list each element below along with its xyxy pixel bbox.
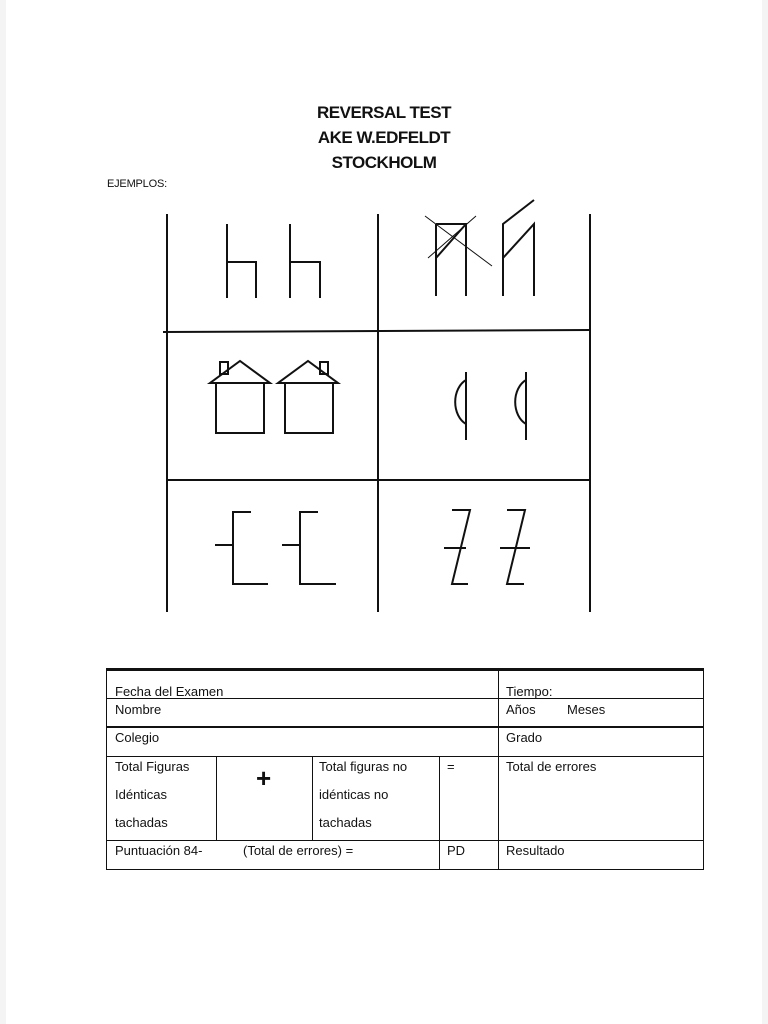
field-tiempo-label: Tiempo: [506, 684, 553, 699]
example-z-pair [444, 510, 530, 584]
field-colegio-label: Colegio [115, 730, 160, 745]
field-grado-label: Grado [506, 730, 543, 745]
example-bracket-pair [215, 512, 336, 584]
field-total-no-identicas-line-2: idénticas no [319, 787, 389, 802]
field-total-identicas-line-3: tachadas [115, 815, 168, 830]
field-meses-label: Meses [567, 702, 606, 717]
title-line-2: AKE W.EDFELDT [317, 128, 451, 147]
example-house-pair [210, 361, 338, 433]
field-pd-label: PD [447, 843, 466, 858]
field-anos-label: Años [506, 702, 536, 717]
form-col-line-right [498, 668, 499, 870]
field-total-no-identicas-line-3: tachadas [319, 815, 372, 830]
field-fecha-label: Fecha del Examen [115, 684, 224, 699]
title-line-3: STOCKHOLM [331, 153, 437, 172]
form-row-line-4 [106, 840, 704, 841]
field-total-errores-label: Total de errores [506, 759, 597, 774]
plus-sign: + [256, 763, 272, 793]
grid-line-row-1 [163, 330, 590, 332]
equals-sign: = [447, 759, 455, 774]
form-col-line-1 [216, 756, 217, 840]
field-nombre-label: Nombre [115, 702, 162, 717]
examples-label: EJEMPLOS: [107, 178, 167, 190]
field-total-no-identicas-line-1: Total figuras no [319, 759, 408, 774]
form-row-line-2 [106, 726, 704, 728]
title-line-1: REVERSAL TEST [317, 103, 451, 122]
field-total-identicas-line-1: Total Figuras [115, 759, 190, 774]
example-h-pair [227, 224, 320, 298]
field-puntuacion-label: Puntuación 84- [115, 843, 203, 858]
field-resultado-label: Resultado [506, 843, 565, 858]
example-half-circle-pair [455, 372, 526, 440]
form-row-line-3 [106, 756, 704, 757]
field-total-identicas-line-2: Idénticas [115, 787, 168, 802]
field-total-errores-eq: (Total de errores) = [243, 843, 354, 858]
form-col-line-2 [312, 756, 313, 840]
form-col-line-3 [439, 756, 440, 870]
example-n-pair [425, 200, 534, 296]
exam-form [106, 668, 704, 870]
